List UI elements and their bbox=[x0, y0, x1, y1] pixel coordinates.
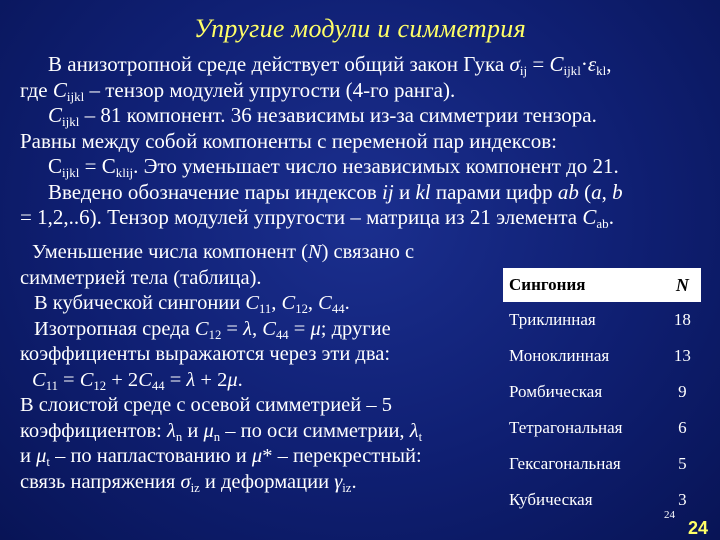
text: где bbox=[20, 77, 53, 102]
component-count: 6 bbox=[678, 418, 687, 437]
text: . Это уменьшает число независимых компонент до 21. bbox=[133, 154, 619, 178]
intro-line-4: Равны между собой компоненты с переменой пар индексов: bbox=[20, 128, 557, 153]
text: + 2 bbox=[195, 368, 228, 391]
italic: kl bbox=[415, 179, 431, 204]
text: В кубической сингонии bbox=[34, 292, 246, 314]
text: и bbox=[182, 419, 204, 442]
italic: a bbox=[591, 179, 602, 204]
subscript: iz bbox=[190, 480, 200, 495]
slide-title: Упругие модули и симметрия bbox=[194, 14, 526, 43]
dot: · bbox=[580, 52, 588, 76]
page-number-small: 24 bbox=[664, 509, 675, 521]
intro-line-7 bbox=[20, 205, 706, 231]
text: коэффициентов: bbox=[20, 419, 167, 442]
subscript: 12 bbox=[208, 327, 222, 342]
text: = 1,2,..6). Тензор модулей упругости – матрица из 21 элемента bbox=[20, 205, 583, 229]
text: * – перекрестный: bbox=[262, 445, 422, 467]
subscript: ij bbox=[519, 63, 528, 78]
subscript: n bbox=[175, 429, 183, 444]
syngony-name: Триклинная bbox=[509, 310, 596, 329]
text: . bbox=[344, 292, 350, 314]
text: парами цифр bbox=[430, 179, 558, 204]
subscript: 11 bbox=[259, 302, 272, 316]
left-line-2: симметрией тела (таблица). bbox=[20, 266, 262, 289]
column-header-syngony: Сингония bbox=[503, 268, 664, 302]
mu-symbol: μ bbox=[203, 419, 214, 442]
c-symbol: C bbox=[52, 77, 67, 102]
component-count: 13 bbox=[673, 346, 691, 365]
subscript: t bbox=[46, 455, 50, 469]
text: , bbox=[601, 179, 613, 204]
text: . bbox=[237, 368, 243, 391]
text: и деформации bbox=[199, 470, 335, 493]
sigma-symbol: σ bbox=[180, 470, 191, 493]
text: – тензор модулей упругости (4-го ранга). bbox=[84, 77, 456, 102]
italic: ab bbox=[557, 179, 579, 204]
subscript: ijkl bbox=[62, 114, 80, 129]
italic: N bbox=[307, 241, 322, 263]
column-header-n: N bbox=[664, 268, 701, 302]
c-symbol: C bbox=[138, 368, 152, 391]
c-symbol: C bbox=[549, 52, 564, 76]
mu-symbol: μ bbox=[310, 317, 321, 340]
mu-symbol: μ bbox=[251, 445, 263, 467]
left-line-10 bbox=[20, 470, 500, 496]
text: ( bbox=[578, 179, 592, 204]
text: = bbox=[57, 368, 80, 391]
text: . bbox=[608, 205, 614, 229]
syngony-name: Ромбическая bbox=[509, 382, 603, 401]
c-symbol: C bbox=[262, 317, 276, 340]
text: , bbox=[271, 292, 282, 314]
lambda-symbol: λ bbox=[166, 419, 176, 442]
lambda-symbol: λ bbox=[409, 419, 419, 442]
left-line-6 bbox=[20, 368, 500, 394]
text: ) связано с bbox=[321, 241, 415, 263]
subscript: ijkl bbox=[563, 63, 581, 78]
intro-line-1 bbox=[20, 52, 706, 78]
subscript: kl bbox=[596, 63, 607, 78]
intro-line-3 bbox=[20, 103, 706, 129]
text: + 2 bbox=[106, 368, 139, 391]
text: Уменьшение числа компонент ( bbox=[32, 241, 308, 263]
syngony-name: Гексагональная bbox=[509, 454, 621, 473]
text: связь напряжения bbox=[20, 470, 181, 493]
text: , bbox=[307, 292, 319, 314]
symmetry-text bbox=[20, 240, 500, 495]
subscript: iz bbox=[342, 480, 352, 495]
c-symbol: C bbox=[582, 205, 597, 229]
subscript: ijkl bbox=[66, 88, 85, 104]
page-number: 24 bbox=[688, 518, 709, 538]
table-header-row bbox=[503, 268, 701, 302]
left-line-5: коэффициенты выражаются через эти два: bbox=[20, 343, 391, 365]
subscript: ijkl bbox=[62, 165, 80, 180]
c-symbol: C bbox=[48, 103, 63, 127]
text: и bbox=[393, 179, 416, 204]
text: = bbox=[221, 317, 244, 340]
c-symbol: C bbox=[48, 154, 63, 178]
subscript: 44 bbox=[275, 327, 289, 342]
subscript: 11 bbox=[45, 378, 58, 393]
c-symbol: C bbox=[245, 292, 260, 314]
table-row bbox=[503, 338, 701, 374]
text: Изотропная среда bbox=[34, 317, 195, 340]
text: – 81 компонент. 36 независимы из-за симметрии тензора. bbox=[79, 103, 597, 127]
subscript: klij bbox=[115, 165, 134, 180]
text: , bbox=[606, 52, 612, 76]
lambda-symbol: λ bbox=[186, 368, 196, 391]
text: В анизотропной среде действует общий закон Гука bbox=[48, 52, 510, 76]
text: = bbox=[527, 52, 550, 76]
left-line-9 bbox=[20, 444, 500, 470]
left-line-4 bbox=[20, 317, 500, 343]
syngony-name: Кубическая bbox=[509, 490, 593, 509]
left-line-8 bbox=[20, 419, 500, 445]
text: = C bbox=[79, 154, 116, 178]
component-count: 3 bbox=[678, 490, 687, 509]
table-row bbox=[503, 374, 701, 410]
subscript: 12 bbox=[295, 302, 308, 316]
syngony-name: Тетрагональная bbox=[509, 418, 623, 437]
component-count: 5 bbox=[678, 454, 687, 473]
text: ; другие bbox=[320, 317, 391, 340]
italic: ij bbox=[382, 179, 394, 204]
c-symbol: C bbox=[194, 317, 209, 340]
intro-paragraph bbox=[20, 52, 706, 231]
c-symbol: C bbox=[281, 292, 296, 314]
table-row bbox=[503, 410, 701, 446]
mu-symbol: μ bbox=[36, 445, 47, 467]
component-count: 9 bbox=[678, 382, 687, 401]
c-symbol: C bbox=[32, 368, 46, 391]
gamma-symbol: γ bbox=[334, 470, 343, 493]
syngony-name: Моноклинная bbox=[509, 346, 610, 365]
epsilon-symbol: ε bbox=[587, 52, 597, 76]
subscript: 12 bbox=[93, 378, 107, 393]
table-row bbox=[503, 302, 701, 338]
subscript: t bbox=[418, 429, 423, 444]
italic: b bbox=[612, 179, 623, 204]
text: = bbox=[288, 317, 311, 340]
text: = bbox=[164, 368, 187, 391]
lambda-symbol: λ bbox=[243, 317, 252, 340]
text: . bbox=[351, 470, 357, 493]
text: и bbox=[20, 445, 37, 467]
intro-line-6 bbox=[20, 180, 706, 206]
subscript: 44 bbox=[331, 302, 345, 316]
text: – по напластованию и bbox=[49, 445, 252, 467]
table-row bbox=[503, 446, 701, 482]
intro-line-2 bbox=[20, 78, 706, 104]
text: Введено обозначение пары индексов bbox=[48, 179, 383, 204]
left-line-7: В слоистой среде с осевой симметрией – 5 bbox=[20, 394, 392, 416]
left-line-3 bbox=[20, 291, 500, 317]
text: , bbox=[252, 317, 263, 340]
mu-symbol: μ bbox=[227, 368, 238, 391]
left-line-1 bbox=[20, 240, 500, 266]
subscript: n bbox=[213, 429, 221, 444]
symmetry-table bbox=[503, 268, 701, 518]
text: – по оси симметрии, bbox=[220, 419, 410, 442]
subscript: ab bbox=[596, 216, 609, 231]
c-symbol: C bbox=[318, 292, 332, 314]
subscript: 44 bbox=[151, 378, 165, 393]
c-symbol: C bbox=[79, 368, 94, 391]
component-count: 18 bbox=[673, 310, 691, 329]
sigma-symbol: σ bbox=[509, 52, 520, 76]
intro-line-5 bbox=[20, 154, 706, 180]
